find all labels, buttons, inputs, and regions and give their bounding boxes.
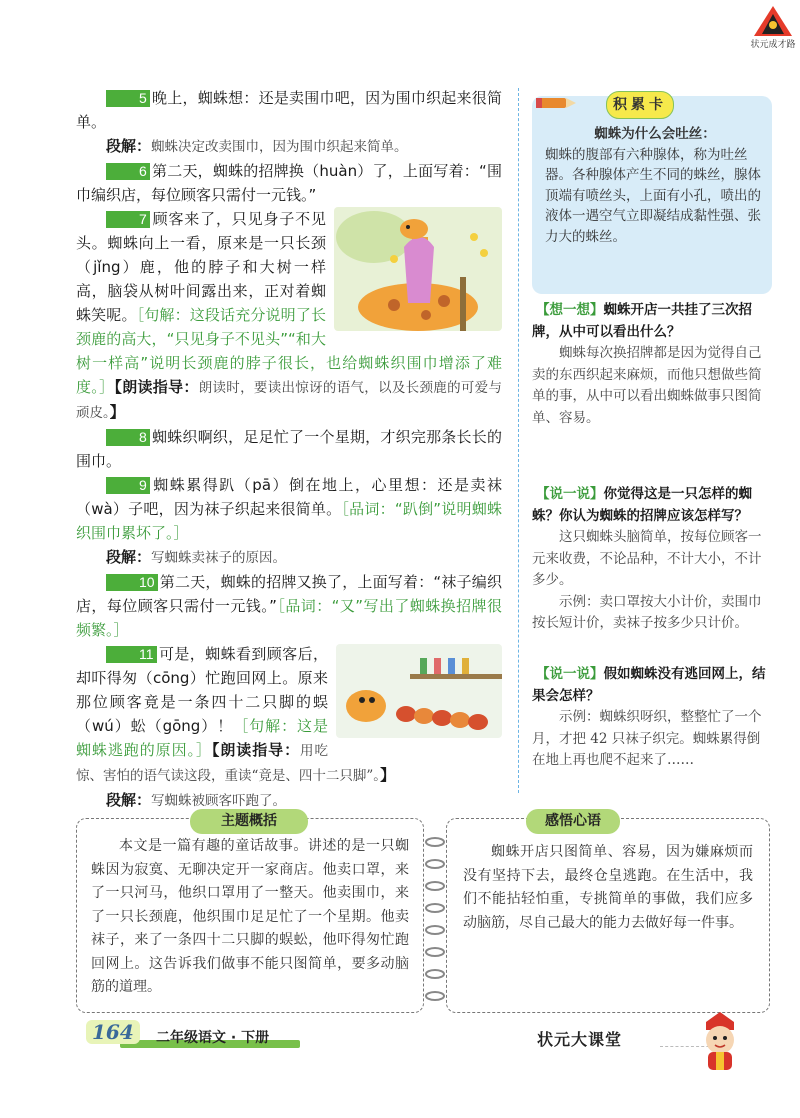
question-tag: 【说一说】 [536,486,604,502]
word-analysis: ［品词：“又”写出了蜘蛛换招牌很频繁。］ [76,597,502,639]
card-heading: 蜘蛛为什么会吐丝： [594,126,716,142]
answer-text: 示例：蜘蛛织呀织，整整忙了一个月，才把 42 只袜子织完。蜘蛛累得倒在地上再也爬不起来了…… [532,709,762,768]
reading-guide-end: 】 [380,766,396,784]
sentence-analysis: ［句解：这段话充分说明了长颈鹿的高大，“只见身子不见头”“和大树一样高”说明长颈鹿的脖子很长，也给蜘蛛织围巾增添了难度。］ [76,306,502,396]
paragraph-text: 可是，蜘蛛看到顾客后，却吓得匆（cōng）忙跑回网上。原来那位顾客竟是一条四十二只脚的蜈（wú）蚣（gōng）！ [76,645,328,735]
paragraph-analysis [76,545,502,570]
question-text: 蜘蛛开店一共挂了三次招牌，从中可以看出什么？ [532,302,753,340]
paragraph-8 [76,425,502,473]
analysis-label: 段解： [106,548,152,566]
paragraph-text: 顾客来了，只见身子不见头。蜘蛛向上一看，原来是一只长颈（jǐng）鹿，他的脖子和大树一样高，脑袋从树叶间露出来，正对着蜘蛛笑呢。 [76,210,326,324]
reading-guide-text: 朗读时，要读出惊讶的语气，以及长颈鹿的可爱与顽皮。 [76,380,502,421]
insight-panel [446,818,770,1013]
logo-text: 状元成才路 [750,40,796,50]
say-question-2 [532,664,770,772]
answer-text: 蜘蛛每次换招牌都是因为觉得自己卖的东西织起来麻烦，而他只想做些简单的事，从中可以看出蜘蛛做事只图简单、容易。 [532,345,762,426]
answer-example: 示例：卖口罩按大小计价，卖围巾按长短计价，卖袜子按多少只计价。 [532,593,762,631]
reading-guide-end: 】 [109,403,125,421]
reading-guide-label: 【朗读指导： [211,741,301,759]
paragraph-number: 6 [106,163,150,180]
paragraph-text: 蜘蛛累得趴（pā）倒在地上，心里想：还是卖袜（wà）子吧，因为袜子织起来很简单。 [76,476,502,518]
summary-panel [76,818,424,1013]
book-title: 二年级语文 · 下册 [156,1030,270,1046]
page-number: 164 [86,1020,140,1044]
card-body [545,124,765,248]
paragraph-text: 第二天，蜘蛛的招牌换（huàn）了，上面写着：“围巾编织店，每位顾客只需付一元钱。” [76,162,502,204]
column-divider [518,88,519,793]
summary-text: 本文是一篇有趣的童话故事。讲述的是一只蜘蛛因为寂寞、无聊决定开一家商店。他卖口罩，来了一只河马，他织口罩用了一整天。他卖围巾，来了一只长颈鹿，他织围巾足足忙了一个星期。他卖袜子，来了一条四十二只脚的蜈蚣，他吓得匆忙跑回网上。这告诉我们做事不能只图简单，要多动脑筋的道理。 [91,838,409,995]
analysis-label: 段解： [106,137,152,155]
paragraph-number: 7 [106,211,150,228]
paragraph-5 [76,86,502,134]
paragraph-number: 11 [106,646,157,663]
binder-rings-icon [424,832,446,1002]
paragraph-9 [76,473,502,545]
insight-title: 感悟心语 [526,809,620,834]
reading-guide-label: 【朗读指导： [114,378,199,396]
think-question [532,300,770,429]
question-text: 假如蜘蛛没有逃回网上，结果会怎样？ [532,666,766,704]
main-column [76,86,502,813]
giraffe-illustration [334,207,502,331]
answer-text: 这只蜘蛛头脑简单，按每位顾客一元来收费，不论品种，不计大小，不计多少。 [532,529,762,588]
card-text: 蜘蛛的腹部有六种腺体，称为吐丝器。各种腺体产生不同的蛛丝，腺体顶端有喷丝头，上面有小孔，喷出的液体一遇空气立即凝结成黏性强、张力大的蛛丝。 [545,146,761,245]
paragraph-number: 9 [106,477,150,494]
centipede-illustration [336,644,502,738]
paragraph-text: 晚上，蜘蛛想：还是卖围巾吧，因为围巾织起来很简单。 [76,89,502,131]
paragraph-number: 10 [106,574,158,591]
say-question-1 [532,484,770,635]
analysis-label: 段解： [106,791,152,809]
paragraph-number: 5 [106,90,150,107]
question-tag: 【想一想】 [536,302,604,318]
pencil-icon [534,90,578,120]
word-analysis: ［品词：“趴倒”说明蜘蛛织围巾累坏了。］ [76,500,502,542]
mascot-icon [692,1012,748,1074]
analysis-text: 写蜘蛛被顾客吓跑了。 [151,793,287,809]
summary-title: 主题概括 [190,809,308,834]
paragraph-text: 第二天，蜘蛛的招牌又换了，上面写着：“袜子编织店，每位顾客只需付一元钱。” [76,573,502,615]
brand-name: 状元大课堂 [537,1030,623,1049]
logo-icon [750,4,796,38]
question-tag: 【说一说】 [536,666,604,682]
paragraph-10 [76,570,502,642]
paragraph-text: 蜘蛛织啊织，足足忙了一个星期，才织完那条长长的围巾。 [76,428,502,470]
analysis-text: 蜘蛛决定改卖围巾，因为围巾织起来简单。 [151,139,408,155]
paragraph-6 [76,159,502,207]
card-title: 积累卡 [606,91,674,119]
analysis-text: 写蜘蛛卖袜子的原因。 [151,550,287,566]
paragraph-analysis [76,134,502,159]
paragraph-number: 8 [106,429,150,446]
sentence-analysis: ［句解：这是蜘蛛逃跑的原因。］ [76,717,328,759]
insight-text: 蜘蛛开店只图简单、容易，因为嫌麻烦而没有坚持下去，最终仓皇逃跑。在生活中，我们不能拈轻怕重，专挑简单的事做，我们应多动脑筋，尽自己最大的能力去做好每一件事。 [463,844,753,931]
reading-guide-text: 用吃惊、害怕的语气读这段，重读“竟是、四十二只脚”。 [76,743,381,784]
publisher-logo [750,4,796,50]
question-text: 你觉得这是一只怎样的蜘蛛？你认为蜘蛛的招牌应该怎样写？ [532,486,753,524]
